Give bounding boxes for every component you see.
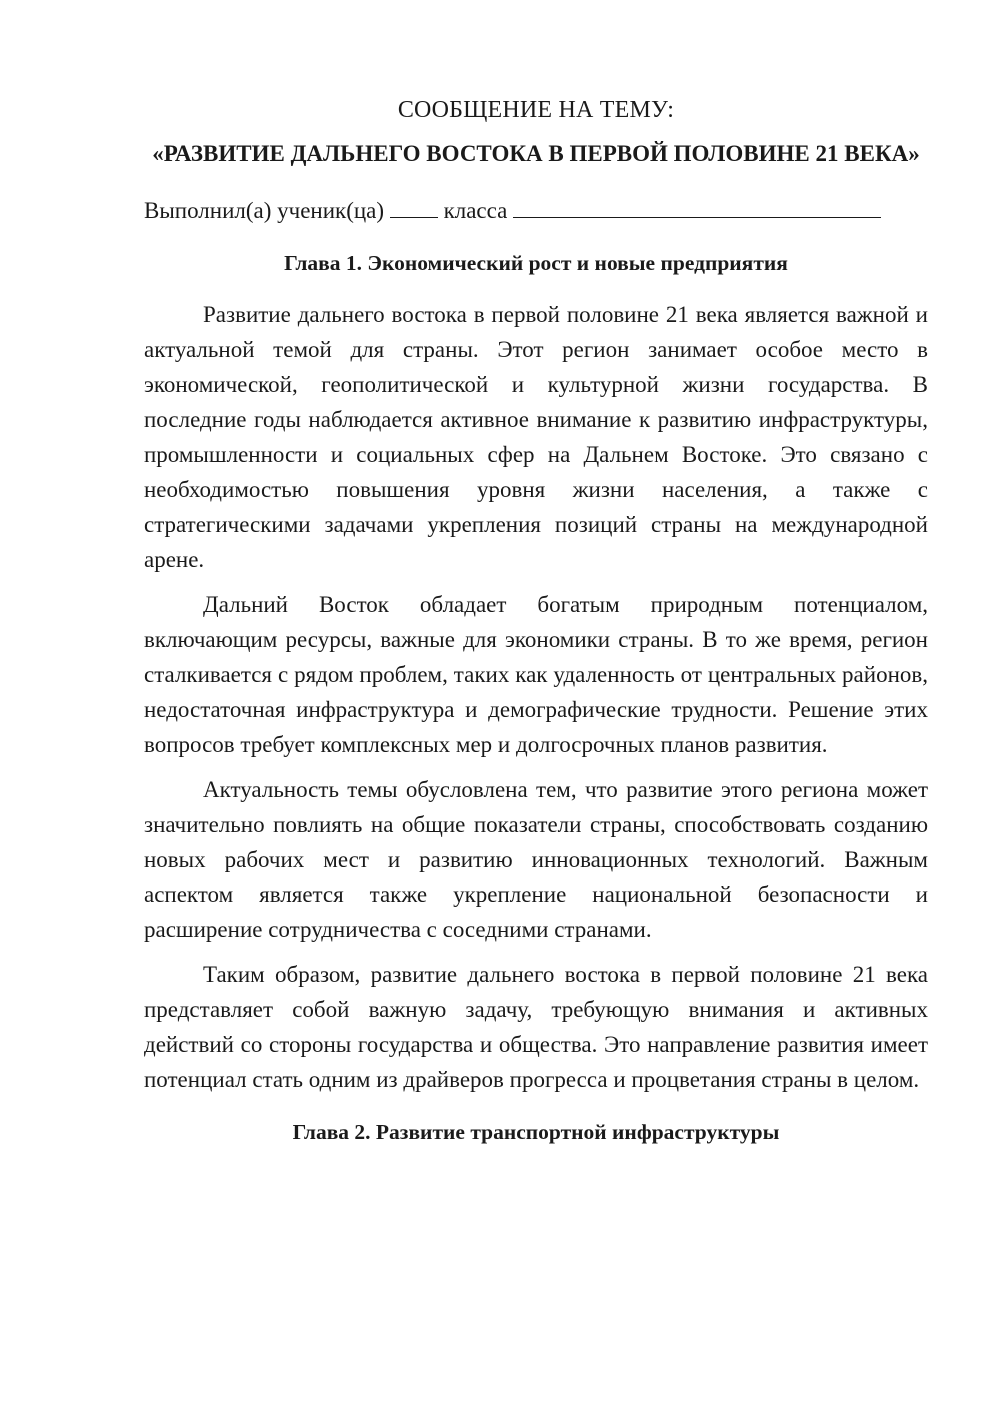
chapter-2-heading: Глава 2. Развитие транспортной инфраструктуры (292, 1120, 780, 1144)
chapter-1-paragraph: Дальний Восток обладает богатым природным потенциалом, включающим ресурсы, важные для экономики страны. В то же время, регион сталкивается с рядом проблем, таких как удаленность от центральных районов, недостаточная инфраструктура и демографические трудности. Решение этих вопросов требует комплексных мер и долгосрочных планов развития. (144, 592, 928, 757)
document-content (144, 92, 928, 1150)
chapter-1-heading: Глава 1. Экономический рост и новые предприятия (284, 251, 788, 275)
performed-by-label: Выполнил(а) ученик(ца) (144, 198, 385, 223)
class-label: класса (443, 198, 508, 223)
student-name-blank (513, 197, 881, 218)
class-number-blank (390, 197, 438, 218)
report-type-title: СООБЩЕНИЕ НА ТЕМУ: (397, 97, 675, 123)
report-topic-title: «РАЗВИТИЕ ДАЛЬНЕГО ВОСТОКА В ПЕРВОЙ ПОЛОВИНЕ 21 ВЕКА» (152, 141, 920, 166)
chapter-1-paragraph: Развитие дальнего востока в первой половине 21 века является важной и актуальной темой для страны. Этот регион занимает особое место в экономической, геополитической и культурной жизни государства. В последние годы наблюдается активное внимание к развитию инфраструктуры, промышленности и социальных сфер на Дальнем Востоке. Это связано с необходимостью повышения уровня жизни населения, а также с стратегическими задачами укрепления позиций страны на международной арене. (144, 302, 928, 572)
chapter-1-paragraph: Актуальность темы обусловлена тем, что развитие этого региона может значительно повлиять на общие показатели страны, способствовать созданию новых рабочих мест и развитию инновационных технологий. Важным аспектом является также укрепление национальной безопасности и расширение сотрудничества с соседними странами. (144, 777, 928, 942)
chapter-1-paragraph: Таким образом, развитие дальнего востока в первой половине 21 века представляет собой важную задачу, требующую внимания и активных действий со стороны государства и общества. Это направление развития имеет потенциал стать одним из драйверов прогресса и процветания страны в целом. (144, 962, 928, 1092)
author-line (144, 193, 928, 228)
